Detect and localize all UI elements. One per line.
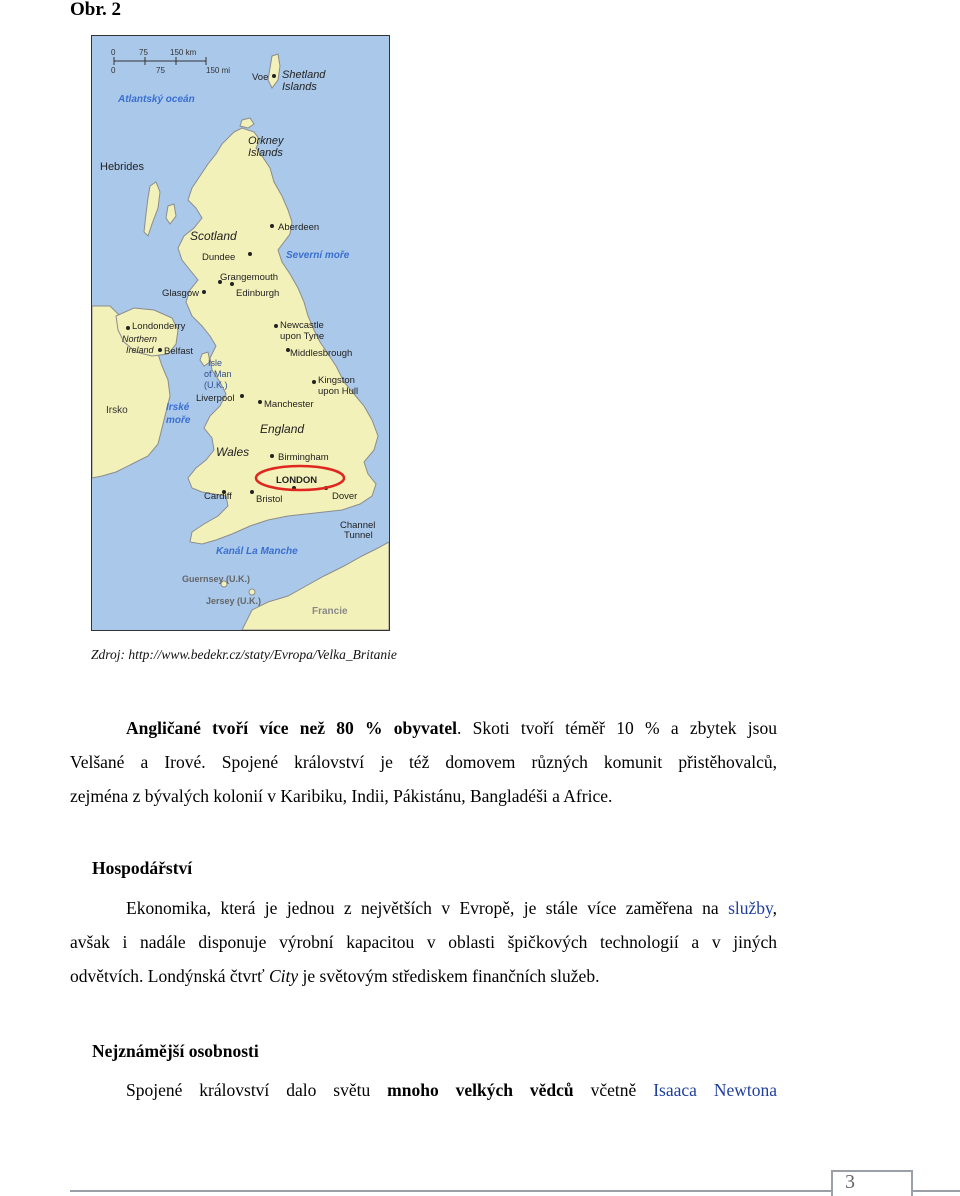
label-hebrides: Hebrides: [100, 161, 145, 173]
text: Spojené království dalo světu: [126, 1080, 388, 1100]
scale-km-150: 150 km: [170, 48, 197, 57]
label-channel-tunnel-2: Tunnel: [344, 530, 373, 541]
label-channel: Kanál La Manche: [216, 546, 298, 557]
scale-km-0: 0: [111, 48, 116, 57]
scale-km-75: 75: [139, 48, 148, 57]
label-glasgow: Glasgow: [162, 288, 199, 299]
paragraph-line: avšak i nadále disponuje výrobní kapacitou v oblasti špičkových technologií a v jiných: [70, 932, 777, 952]
uk-map-svg: [92, 36, 389, 630]
scale-mi-150: 150 mi: [206, 66, 231, 75]
label-aberdeen: Aberdeen: [278, 222, 320, 233]
label-atlantic: Atlantský oceán: [118, 94, 195, 105]
text: ,: [772, 898, 777, 918]
services-link[interactable]: služby: [728, 898, 773, 918]
label-shetland-2: Islands: [282, 81, 317, 93]
label-kingston-1: Kingston: [318, 375, 355, 386]
label-birmingham: Birmingham: [278, 452, 329, 463]
bold-text: mnoho velkých vědců: [387, 1080, 574, 1100]
label-londonderry: Londonderry: [132, 321, 186, 332]
label-kingston-2: upon Hull: [318, 386, 359, 397]
label-orkney-1: Orkney: [248, 135, 284, 147]
newton-link[interactable]: Isaaca Newtona: [653, 1080, 777, 1100]
text: odvětvích. Londýnská čtvrť: [70, 966, 269, 986]
label-bristol: Bristol: [256, 494, 283, 505]
image-source: Zdroj: http://www.bedekr.cz/staty/Evropa/Velka_Britanie: [91, 647, 397, 662]
label-middlesbrough: Middlesbrough: [290, 348, 353, 359]
city-italic: City: [268, 966, 299, 986]
label-iom-2: of Man: [204, 369, 232, 379]
scale-mi-75: 75: [156, 66, 165, 75]
heading-personalities: Nejznámější osobnosti: [92, 1041, 259, 1061]
label-liverpool: Liverpool: [196, 393, 235, 404]
paragraph-line: [70, 959, 777, 993]
paragraph-line: zejména z bývalých kolonií v Karibiku, Indii, Pákistánu, Bangladéši a Africe.: [70, 786, 613, 806]
label-belfast: Belfast: [164, 346, 194, 357]
jersey-land: [249, 589, 255, 595]
label-edinburgh: Edinburgh: [236, 288, 280, 299]
uk-map: [91, 35, 390, 631]
label-orkney-2: Islands: [248, 147, 283, 159]
page-number: 3: [845, 1171, 855, 1193]
paragraph-line: [70, 711, 777, 745]
bold-text: Angličané tvoří více než 80 % obyvatel: [126, 718, 457, 738]
label-jersey: Jersey (U.K.): [206, 596, 262, 606]
label-irish-sea-2: moře: [166, 415, 191, 426]
label-newcastle-2: upon Tyne: [280, 331, 325, 342]
text: je světovým střediskem finančních služeb.: [298, 966, 600, 986]
personalities-paragraph: [70, 1073, 777, 1107]
paragraph-line: [70, 1073, 777, 1107]
label-manchester: Manchester: [264, 399, 314, 410]
label-shetland-1: Shetland: [282, 69, 326, 81]
population-paragraph: [70, 711, 777, 813]
label-north-sea: Severní moře: [286, 250, 350, 261]
economy-paragraph: [70, 891, 777, 993]
text: . Skoti tvoří téměř 10 % a zbytek jsou: [457, 718, 777, 738]
scale-mi-0: 0: [111, 66, 116, 75]
label-grangemouth: Grangemouth: [220, 272, 279, 283]
label-dundee: Dundee: [202, 252, 236, 263]
label-voe: Voe: [252, 72, 269, 83]
label-scotland: Scotland: [190, 229, 237, 243]
label-france: Francie: [312, 606, 348, 617]
text: Ekonomika, která je jednou z největších v Evropě, je stále více zaměřena na: [126, 898, 729, 918]
label-newcastle-1: Newcastle: [280, 320, 324, 331]
label-ireland: Irsko: [106, 405, 128, 416]
label-irish-sea-1: Irské: [166, 402, 190, 413]
heading-economy: Hospodářství: [92, 858, 193, 878]
footer-line: [70, 1190, 960, 1192]
page-number-box: [831, 1170, 913, 1196]
figure-label: Obr. 2: [70, 0, 122, 20]
paragraph-line: [70, 891, 777, 925]
label-iom-3: (U.K.): [204, 380, 228, 390]
label-england: England: [260, 422, 305, 436]
label-dover: Dover: [332, 491, 358, 502]
text: včetně: [573, 1080, 654, 1100]
label-ni-2: Ireland: [126, 345, 154, 355]
label-guernsey: Guernsey (U.K.): [182, 574, 251, 584]
label-iom-1: Isle: [208, 358, 223, 368]
label-ni-1: Northern: [122, 334, 158, 344]
paragraph-line: Velšané a Irové. Spojené království je též domovem různých komunit přistěhovalců,: [70, 752, 777, 772]
label-london: LONDON: [276, 475, 318, 486]
label-cardiff: Cardiff: [204, 491, 232, 502]
label-channel-tunnel-1: Channel: [340, 520, 376, 531]
label-wales: Wales: [216, 445, 250, 459]
